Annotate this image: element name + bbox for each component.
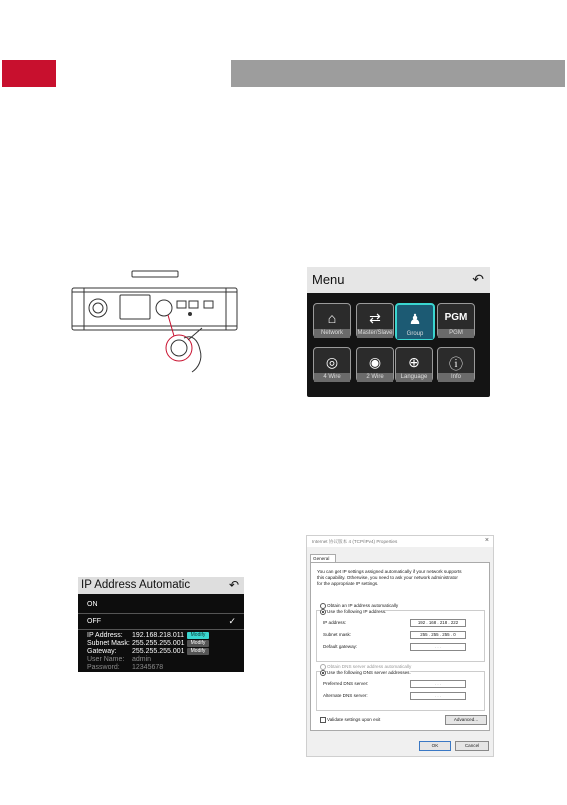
four-wire-icon: ◎: [325, 354, 339, 370]
modify-gateway-button[interactable]: Modify: [187, 648, 209, 655]
modify-ip-button[interactable]: Modify: [187, 632, 209, 639]
obtain-dns-label: Obtain DNS server address automatically: [327, 664, 412, 669]
general-panel: [310, 562, 490, 731]
tab-label: General: [313, 556, 330, 561]
advanced-button[interactable]: Advanced...: [445, 715, 487, 725]
gateway-value: 255.255.255.001: [132, 648, 185, 655]
menu-tile-pgm[interactable]: [437, 303, 475, 338]
intro-text-3: for the appropriate IP settings.: [317, 581, 379, 586]
tile-label: Group: [397, 330, 433, 339]
default-gateway-field[interactable]: . . .: [410, 643, 466, 651]
intro-text-2: this capability. Otherwise, you need to ask your network administrator: [317, 575, 458, 580]
subnet-mask-label: Subnet Mask:: [87, 640, 130, 647]
menu-tile-info[interactable]: [437, 347, 475, 382]
use-dns-radio[interactable]: [320, 670, 326, 676]
ip-title-bar: [78, 577, 244, 594]
password-label: Password:: [87, 664, 120, 671]
user-name-value: admin: [132, 656, 152, 663]
use-ip-label: Use the following IP address:: [327, 609, 387, 614]
alternate-dns-label: Alternate DNS server:: [323, 693, 368, 698]
device-illustration: [70, 268, 245, 374]
intro-text-1: You can get IP settings assigned automatically if your network supports: [317, 569, 462, 574]
menu-tile-group[interactable]: [395, 303, 435, 340]
divider: [78, 613, 244, 614]
ip-title: IP Address Automatic: [81, 579, 191, 591]
menu-tile-network[interactable]: [313, 303, 351, 338]
tile-label: Info: [438, 373, 474, 382]
info-icon: ⓘ: [449, 356, 463, 372]
subnet-mask-field[interactable]: 255 . 255 . 255 . 0: [410, 631, 466, 639]
ip-address-label: IP address:: [323, 620, 347, 625]
cancel-button[interactable]: Cancel: [455, 741, 489, 751]
gateway-label: Gateway:: [87, 648, 117, 655]
device-menu-screen: [307, 267, 490, 397]
close-icon[interactable]: ×: [484, 537, 489, 544]
dns-group: [316, 671, 485, 711]
preferred-dns-field[interactable]: . . .: [410, 680, 466, 688]
dialog-title-bar: [307, 536, 493, 547]
tcpip-properties-dialog: [306, 535, 494, 757]
ip-address-field[interactable]: 192 . 168 . 218 . 222: [410, 619, 466, 627]
tile-label: Master/Slave: [357, 330, 393, 336]
subnet-mask-value: 255.255.255.001: [132, 640, 185, 647]
tile-label: 4 Wire: [314, 373, 350, 382]
user-name-label: User Name:: [87, 656, 125, 663]
menu-tile-language[interactable]: [395, 347, 433, 382]
alternate-dns-field[interactable]: . . .: [410, 692, 466, 700]
use-dns-label: Use the following DNS server addresses:: [327, 670, 411, 675]
menu-title: Menu: [312, 272, 345, 287]
menu-title-bar: [307, 267, 490, 293]
dialog-title: Internet 协议版本 4 (TCP/IPv4) Properties: [312, 539, 398, 544]
section-header-bar: [231, 60, 565, 87]
menu-tile-4-wire[interactable]: [313, 347, 351, 382]
back-arrow-icon[interactable]: ↶: [472, 271, 484, 287]
pgm-icon: PGM: [444, 312, 468, 323]
menu-tile-2-wire[interactable]: [356, 347, 394, 382]
menu-tile-master-slave[interactable]: [356, 303, 394, 338]
ip-address-screen: [78, 577, 244, 672]
globe-icon: ⊕: [408, 354, 420, 370]
tile-label: PGM: [438, 329, 474, 338]
use-ip-radio[interactable]: [320, 609, 326, 615]
swap-icon: ⇄: [369, 310, 381, 326]
two-wire-icon: ◉: [368, 354, 382, 370]
validate-label: Validate settings upon exit: [327, 717, 381, 722]
back-arrow-icon[interactable]: ↶: [228, 578, 239, 592]
password-value: 12345678: [132, 664, 164, 671]
tile-label: 2 Wire: [357, 373, 393, 382]
obtain-ip-label: Obtain an IP address automatically: [327, 603, 399, 608]
ok-button[interactable]: OK: [419, 741, 451, 751]
preferred-dns-label: Preferred DNS server:: [323, 681, 369, 686]
validate-checkbox[interactable]: [320, 717, 326, 723]
tile-label: Network: [314, 329, 350, 338]
tile-label: Language: [396, 373, 432, 382]
section-red-tab: [2, 60, 56, 87]
network-icon: ⌂: [327, 310, 337, 326]
group-icon: ♟: [408, 311, 422, 327]
checkmark-icon: ✓: [228, 616, 236, 626]
ip-address-label: IP Address:: [87, 632, 123, 639]
subnet-mask-label: Subnet mask:: [323, 632, 352, 637]
ip-address-value: 192.168.218.011: [132, 632, 185, 639]
divider: [78, 629, 244, 630]
default-gateway-label: Default gateway:: [323, 644, 358, 649]
option-on[interactable]: ON: [87, 601, 98, 608]
option-off[interactable]: OFF: [87, 618, 101, 625]
modify-mask-button[interactable]: Modify: [187, 640, 209, 647]
